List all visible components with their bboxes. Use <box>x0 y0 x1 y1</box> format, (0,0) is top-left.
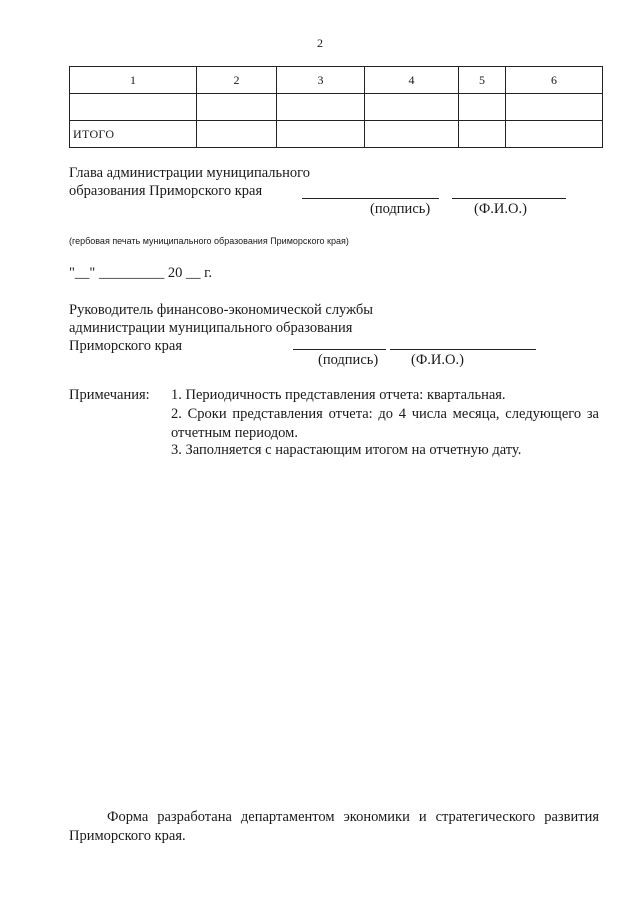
column-header-3: 3 <box>277 67 365 94</box>
head-title-line1: Глава администрации муниципального <box>69 165 310 181</box>
date-year-prefix: 20 <box>167 265 183 281</box>
table-cell <box>70 94 197 121</box>
table-cell <box>277 121 365 148</box>
table-row <box>70 94 603 121</box>
finance-name-caption: (Ф.И.О.) <box>411 352 464 368</box>
column-header-4: 4 <box>365 67 459 94</box>
head-name-caption: (Ф.И.О.) <box>474 201 527 217</box>
date-day-blank: __ <box>74 265 90 281</box>
seal-note: (гербовая печать муниципального образования Приморского края) <box>69 236 349 246</box>
table-cell <box>459 94 506 121</box>
table-cell <box>506 94 603 121</box>
finance-title-line1: Руководитель финансово-экономической службы <box>69 302 374 318</box>
note-item-2: 2. Сроки представления отчета: до 4 числа месяца, следующего за отчетным периодом. <box>171 406 599 441</box>
name-line <box>452 198 566 199</box>
date-quote-open: " <box>69 265 75 281</box>
finance-sign-caption: (подпись) <box>318 352 379 368</box>
name-line <box>390 349 536 350</box>
table-cell <box>197 94 277 121</box>
date-month-blank: _________ <box>98 265 165 281</box>
signature-line <box>302 198 439 199</box>
date-year-suffix: г. <box>204 265 213 281</box>
report-table <box>69 66 603 148</box>
note-item-3: 3. Заполняется с нарастающим итогом на отчетную дату. <box>171 442 522 458</box>
column-header-5: 5 <box>459 67 506 94</box>
column-header-2: 2 <box>197 67 277 94</box>
footer-note: Форма разработана департаментом экономики и стратегического развития Приморского края. <box>69 809 599 844</box>
date-year-blank: __ <box>185 265 201 281</box>
total-row <box>70 121 603 148</box>
column-header-6: 6 <box>506 67 603 94</box>
head-sign-caption: (подпись) <box>370 201 431 217</box>
head-title-line2: образования Приморского края <box>69 183 263 199</box>
table-cell <box>506 121 603 148</box>
notes-label: Примечания: <box>69 387 150 403</box>
table-cell <box>459 121 506 148</box>
table-cell <box>277 94 365 121</box>
table-cell <box>197 121 277 148</box>
column-header-1: 1 <box>70 67 197 94</box>
total-label: ИТОГО <box>70 121 197 148</box>
finance-title-line2: администрации муниципального образования <box>69 320 353 336</box>
note-item-1: 1. Периодичность представления отчета: квартальная. <box>171 387 506 403</box>
finance-title-line3: Приморского края <box>69 338 183 354</box>
table-cell <box>365 121 459 148</box>
table-cell <box>365 94 459 121</box>
page-number: 2 <box>317 36 323 50</box>
date-line <box>69 265 212 282</box>
table-header-row <box>70 67 603 94</box>
date-quote-close: " <box>89 265 96 281</box>
signature-line <box>293 349 386 350</box>
